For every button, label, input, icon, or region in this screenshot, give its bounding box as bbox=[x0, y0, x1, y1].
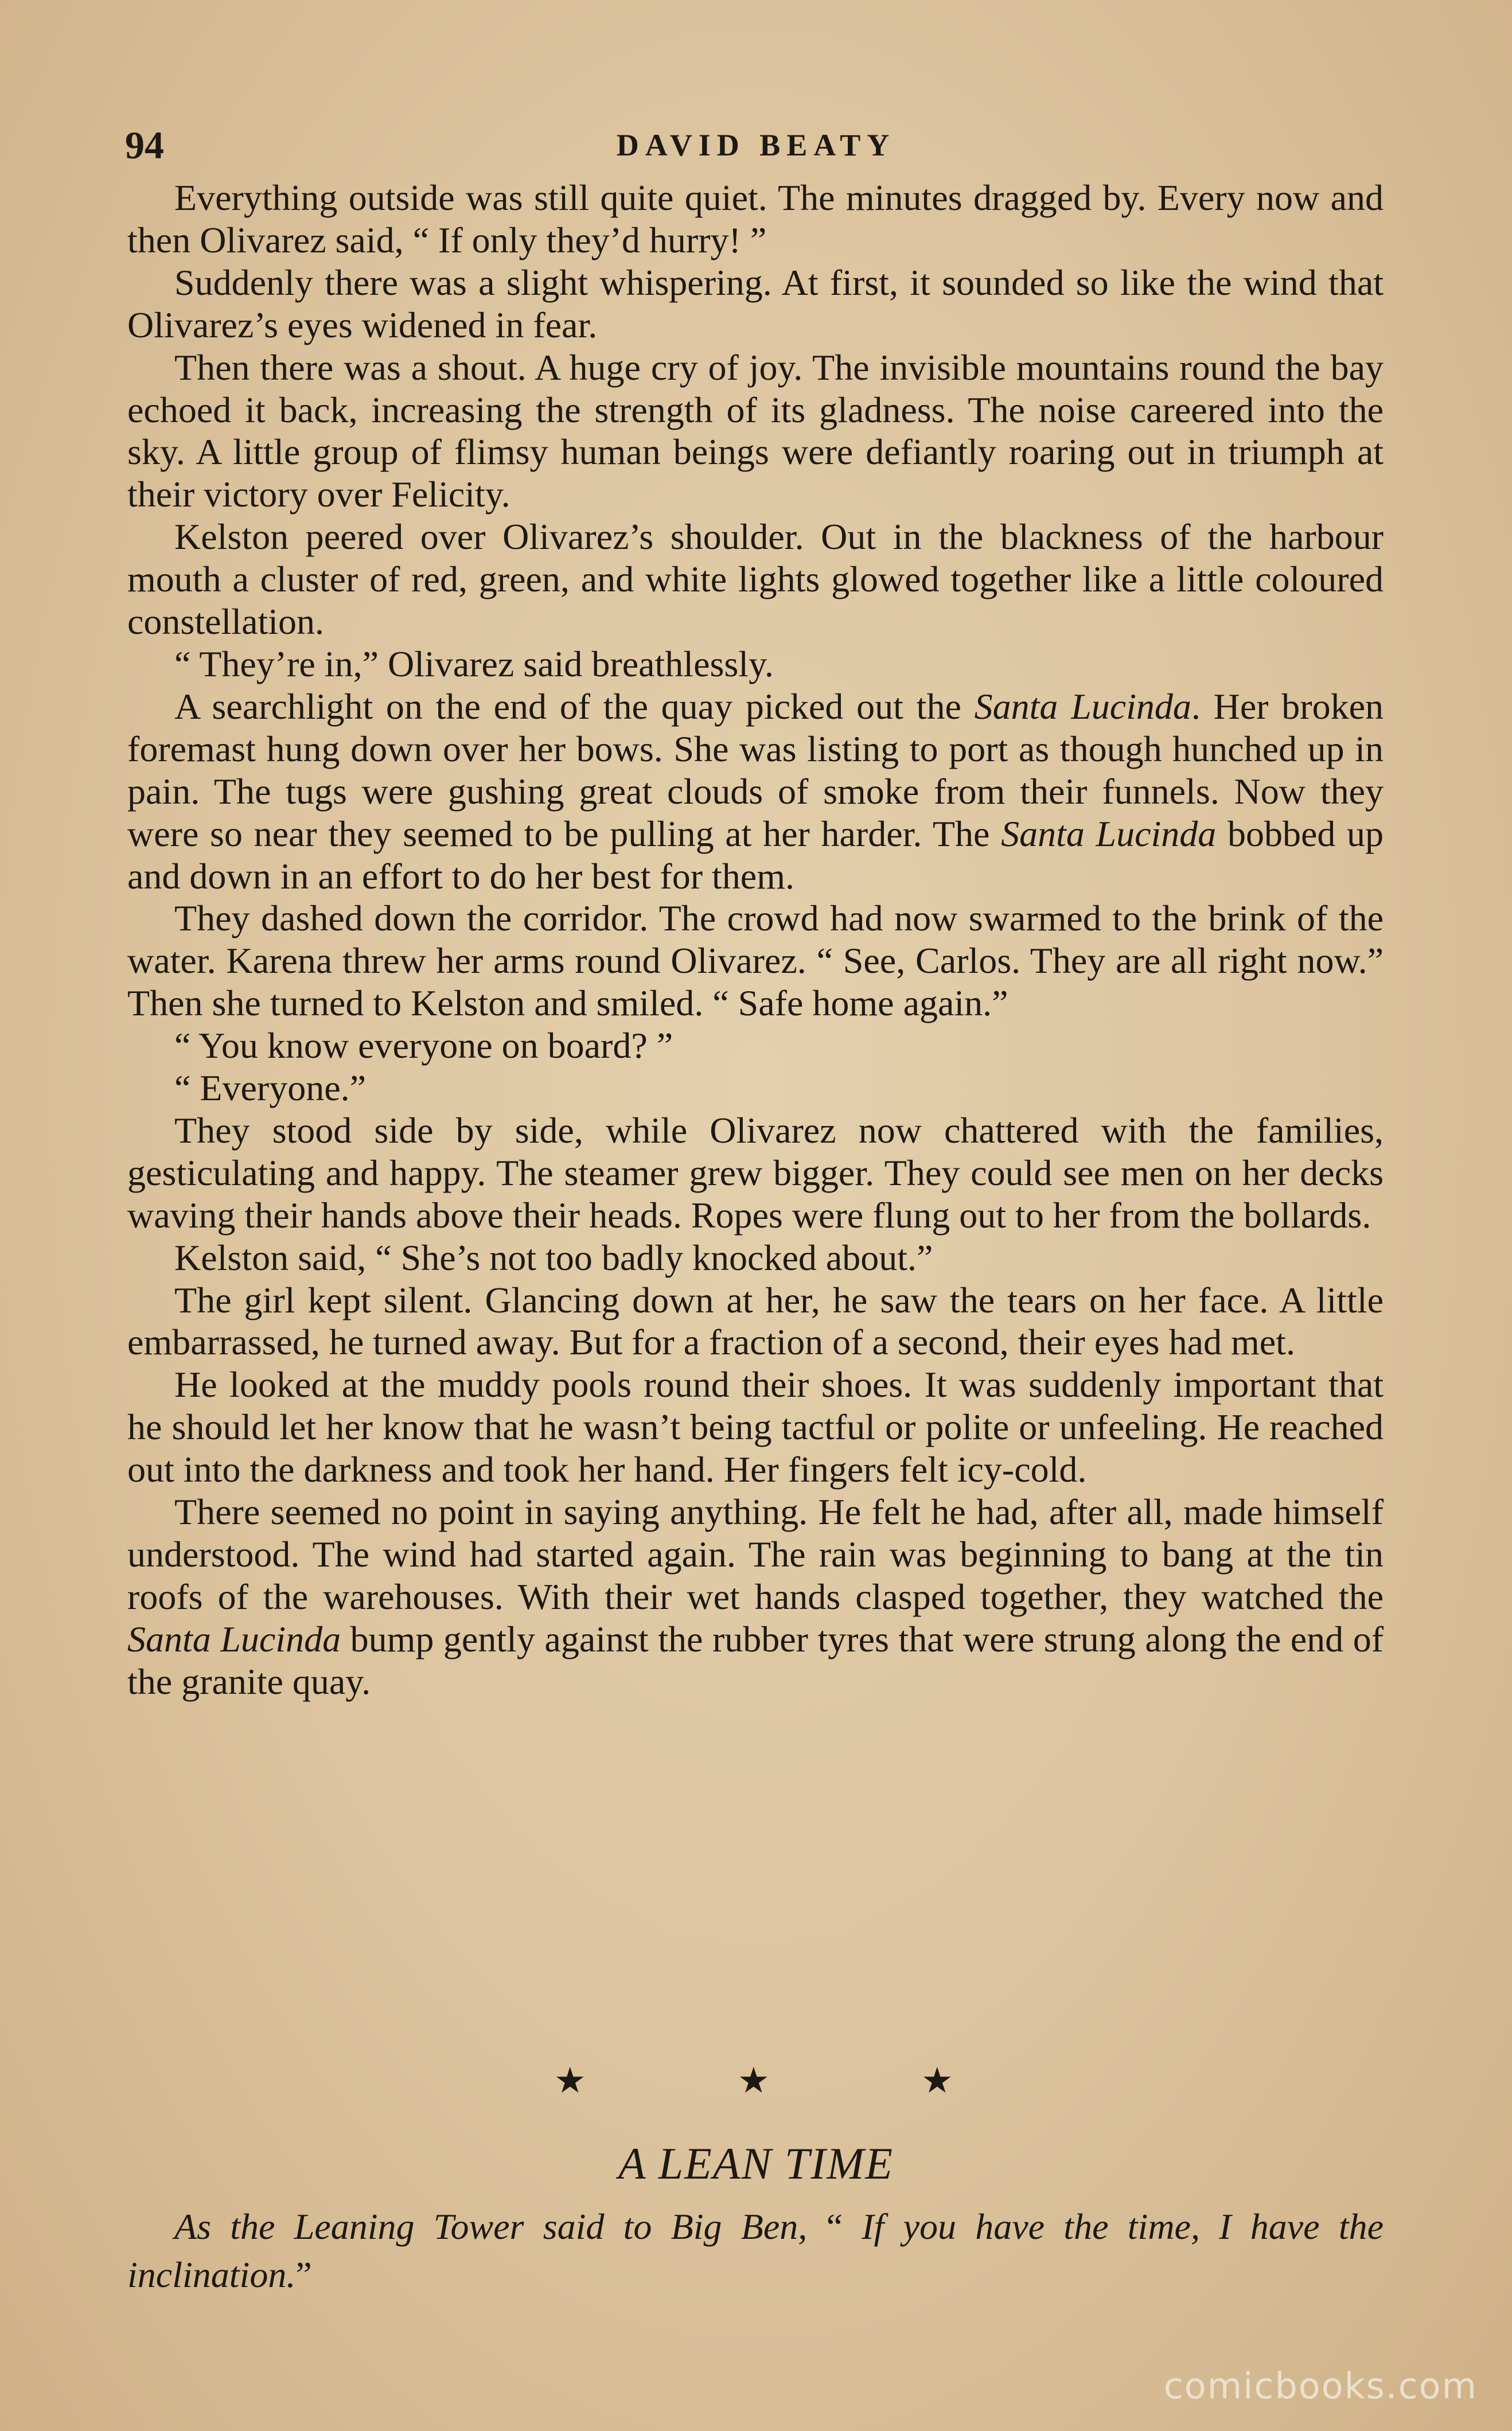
paragraph: “ They’re in,” Olivarez said breathlessly. bbox=[174, 643, 774, 684]
page-number: 94 bbox=[125, 123, 164, 167]
ship-name: Santa Lucinda bbox=[974, 685, 1191, 727]
paragraph: They dashed down the corridor. The crowd had now swarmed to the brink of the water. Karena threw her arms round Olivarez. “ See, Carlos. They are all right now.” Then she turned to Kelston and smiled. “ Safe home again.” bbox=[127, 898, 1384, 1024]
ship-name: Santa Lucinda bbox=[1001, 813, 1217, 854]
paragraph: There seemed no point in saying anything. He felt he had, after all, made himself understood. The wind had started again. The rain was beginning to bang at the tin roofs of the warehouses. With their wet hands clasped together, they watched the Santa Lucinda bump gently against the rubber tyres that were strung along the end of the granite quay. bbox=[127, 1491, 1384, 1702]
paragraph: Suddenly there was a slight whispering. At first, it sounded so like the wind that Olivarez’s eyes widened in fear. bbox=[127, 262, 1384, 345]
section-separator bbox=[0, 2058, 1512, 2104]
paragraph: “ You know everyone on board? ” bbox=[174, 1025, 673, 1066]
paragraph: He looked at the muddy pools round their shoes. It was suddenly important that he should let her know that he wasn’t being tactful or polite or unfeeling. He reached out into the darkness and took her hand. Her fingers felt icy-cold. bbox=[127, 1364, 1384, 1490]
paragraph: Kelston peered over Olivarez’s shoulder. Out in the blackness of the harbour mouth a cluster of red, green, and white lights glowed together like a little coloured constellation. bbox=[127, 516, 1384, 642]
paragraph: Everything outside was still quite quiet. The minutes dragged by. Every now and then Olivarez said, “ If only they’d hurry! ” bbox=[127, 177, 1384, 260]
paragraph: “ Everyone.” bbox=[174, 1068, 367, 1109]
star-icon: ★ bbox=[554, 2062, 586, 2101]
watermark: comicbooks.com bbox=[1163, 2365, 1478, 2407]
paragraph: The girl kept silent. Glancing down at her, he saw the tears on her face. A little embarrassed, he turned away. But for a fraction of a second, their eyes had met. bbox=[127, 1279, 1384, 1363]
paragraph: As the Leaning Tower said to Big Ben, “ If you have the time, I have the inclination.” bbox=[127, 2206, 1384, 2295]
paragraph: Then there was a shout. A huge cry of joy. The invisible mountains round the bay echoed it back, increasing the strength of its gladness. The noise careered into the sky. A little group of flimsy human beings were defiantly roaring out in triumph at their victory over Felicity. bbox=[127, 346, 1384, 515]
ship-name: Santa Lucinda bbox=[127, 1618, 341, 1659]
star-icon: ★ bbox=[921, 2062, 953, 2101]
page-header bbox=[0, 119, 1512, 171]
paragraph: They stood side by side, while Olivarez now chattered with the families, gesticulating and happy. The steamer grew bigger. They could see men on her decks waving their hands above their heads. Ropes were flung out to her from the bollards. bbox=[127, 1109, 1384, 1236]
story-text bbox=[127, 177, 1384, 1703]
star-icon: ★ bbox=[738, 2062, 770, 2101]
running-head: DAVID BEATY bbox=[616, 128, 896, 162]
filler-title: A LEAN TIME bbox=[618, 2138, 894, 2188]
paragraph: A searchlight on the end of the quay picked out the Santa Lucinda. Her broken foremast hung down over her bows. She was listing to port as though hunched up in pain. The tugs were gushing great clouds of smoke from their funnels. Now they were so near they seemed to be pulling at her harder. The Santa Lucinda bobbed up and down in an effort to do her best for them. bbox=[127, 685, 1384, 897]
filler-text bbox=[127, 2203, 1384, 2299]
paragraph: Kelston said, “ She’s not too badly knocked about.” bbox=[174, 1237, 933, 1278]
